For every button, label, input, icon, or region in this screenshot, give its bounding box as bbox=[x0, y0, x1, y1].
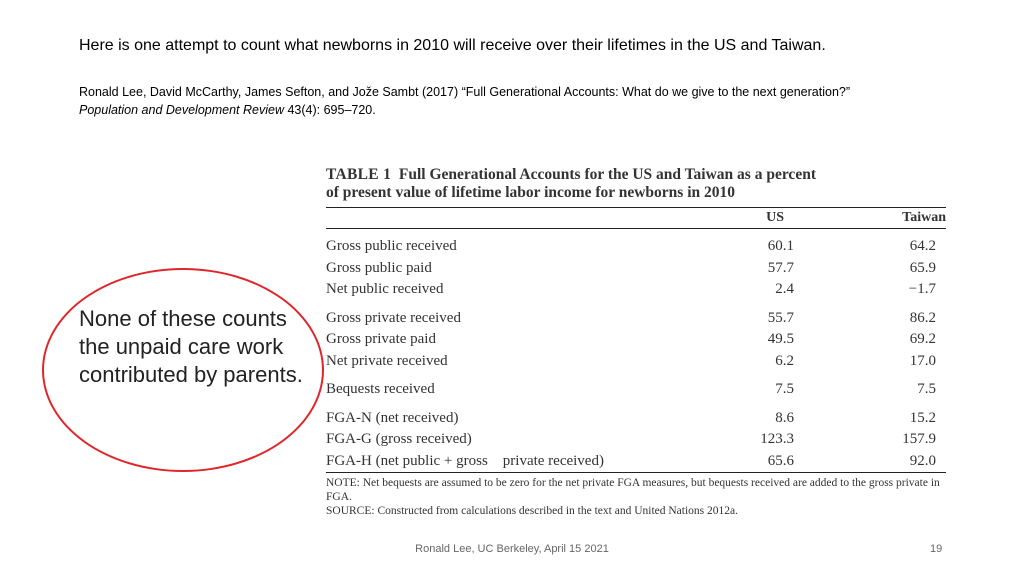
table-row bbox=[326, 408, 946, 430]
row-label: Gross private paid bbox=[326, 331, 436, 347]
row-value-taiwan: 7.5 bbox=[917, 381, 936, 397]
row-label: FGA-H (net public + gross private received) bbox=[326, 452, 604, 469]
table-row bbox=[326, 236, 946, 258]
citation bbox=[79, 83, 979, 119]
citation-journal: Population and Development Review bbox=[79, 103, 284, 117]
table-row bbox=[326, 351, 946, 373]
table-title-line2: of present value of lifetime labor income for newborns in 2010 bbox=[326, 184, 735, 201]
table-source: SOURCE: Constructed from calculations described in the text and United Nations 2012a. bbox=[326, 505, 739, 517]
table-title-line1: Full Generational Accounts for the US and Taiwan as a percent bbox=[398, 166, 816, 183]
table-group-spacer bbox=[326, 372, 946, 379]
row-value-us: 123.3 bbox=[760, 431, 794, 447]
row-label: Bequests received bbox=[326, 381, 435, 397]
row-value-us: 55.7 bbox=[767, 309, 794, 326]
table-note: NOTE: Net bequests are assumed to be zero for the net private FGA measures, but bequests received are added to the gross private in FGA. bbox=[326, 477, 940, 503]
slide-footer: Ronald Lee, UC Berkeley, April 15 2021 bbox=[415, 543, 609, 555]
row-label: Net public received bbox=[326, 281, 444, 297]
table-body bbox=[326, 229, 946, 472]
citation-authors-title: Ronald Lee, David McCarthy, James Sefton, and Jože Sambt (2017) “Full Generational Accounts: What do we give to the next generation?” bbox=[79, 85, 851, 99]
row-label: Net private received bbox=[326, 352, 448, 369]
callout-text: None of these counts the unpaid care work contributed by parents. bbox=[79, 306, 303, 387]
row-value-taiwan: 157.9 bbox=[902, 431, 936, 447]
row-value-taiwan: 17.0 bbox=[909, 352, 936, 369]
row-value-us: 60.1 bbox=[767, 238, 794, 254]
row-value-us: 7.5 bbox=[775, 381, 794, 397]
citation-volume-pages: 43(4): 695–720. bbox=[284, 103, 376, 117]
table-row bbox=[326, 379, 946, 401]
row-value-us: 65.6 bbox=[767, 452, 794, 469]
page-number: 19 bbox=[930, 543, 943, 555]
row-value-us: 57.7 bbox=[767, 259, 794, 276]
table-row bbox=[326, 429, 946, 451]
row-value-taiwan: 92.0 bbox=[909, 452, 936, 469]
generational-accounts-table bbox=[326, 166, 946, 518]
table-row bbox=[326, 308, 946, 330]
table-row bbox=[326, 451, 946, 473]
table-group-spacer bbox=[326, 229, 946, 236]
row-label: FGA-N (net received) bbox=[326, 409, 459, 426]
row-label: FGA-G (gross received) bbox=[326, 431, 472, 447]
row-label: Gross public paid bbox=[326, 259, 432, 276]
row-value-taiwan: 65.9 bbox=[909, 259, 936, 276]
table-row bbox=[326, 279, 946, 301]
table-title bbox=[326, 166, 946, 202]
row-value-us: 6.2 bbox=[775, 352, 794, 369]
row-label: Gross private received bbox=[326, 309, 461, 326]
row-value-us: 8.6 bbox=[775, 409, 794, 426]
row-value-taiwan: −1.7 bbox=[908, 281, 936, 297]
row-value-taiwan: 69.2 bbox=[909, 331, 936, 347]
row-value-us: 2.4 bbox=[775, 281, 794, 297]
table-group-spacer bbox=[326, 401, 946, 408]
table-row bbox=[326, 329, 946, 351]
table-bottom-rule bbox=[326, 472, 946, 473]
column-header-taiwan: Taiwan bbox=[902, 210, 946, 225]
row-label: Gross public received bbox=[326, 238, 457, 254]
row-value-taiwan: 64.2 bbox=[909, 238, 936, 254]
table-header-row bbox=[326, 208, 946, 228]
table-group-spacer bbox=[326, 301, 946, 308]
table-label: TABLE 1 bbox=[326, 166, 392, 183]
slide-headline: Here is one attempt to count what newborns in 2010 will receive over their lifetimes in the US and Taiwan. bbox=[79, 37, 826, 54]
column-header-us: US bbox=[766, 210, 784, 225]
table-row bbox=[326, 258, 946, 280]
row-value-us: 49.5 bbox=[767, 331, 794, 347]
row-value-taiwan: 15.2 bbox=[909, 409, 936, 426]
row-value-taiwan: 86.2 bbox=[909, 309, 936, 326]
table-notes bbox=[326, 476, 946, 518]
